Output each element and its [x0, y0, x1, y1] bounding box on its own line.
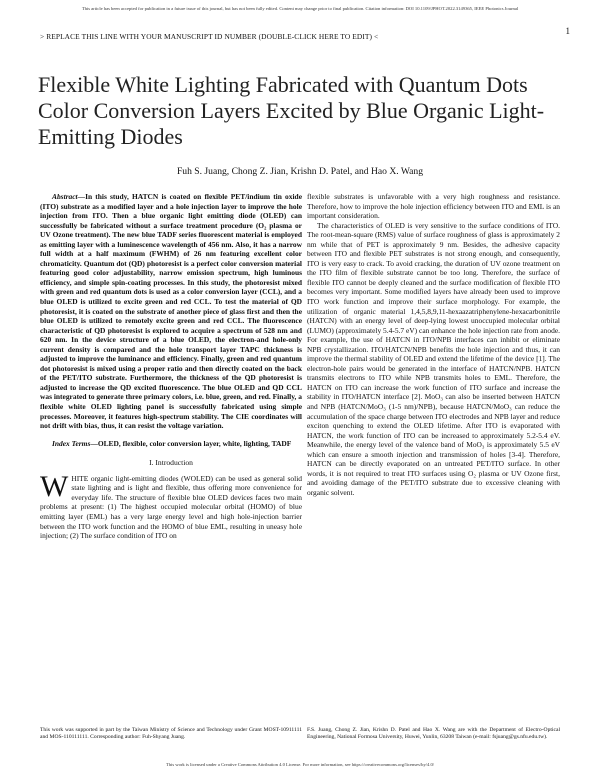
paper-title: Flexible White Lighting Fabricated with Quantum Dots Color Conversion Layers Excited by Blue Organic Light-Emitting Diodes [38, 72, 545, 149]
funding-footnote: This work was supported in part by the Taiwan Ministry of Science and Technology under Grant MOST-10911111 and MOS-110111111. Corresponding author: Fuh-Shyang Juang. [40, 727, 302, 740]
abstract-text: —In this study, HATCN is coated on flexible PET/indium tin oxide (ITO) substrate as a modified layer and a hole injection layer to improve the hole injection from ITO. Then a blue organic light emitting diode (OLED) can successfully be fabricated without a surface treatment procedure (O₂ plasma or UV Ozone treatment). The new blue TADF series fluorescent material is employed as emitting layer with a luminescence wavelength of 456 nm. Also, it has a narrow full width at a half maximum (FWHM) of 26 nm featuring excellent color chromaticity. Quantum dot (QD) photoresist is a perfect color conversion material featuring good color adjustability, narrow emission spectrum, high luminous efficiency, and simple spin-coating processes. In this study, the photoresist mixed with green and red quantum dots is used as a color conversion layer (CCL), and a blue OLED is utilized to excite green and red CCL. To test the material of QD photoresist, it is coated on the substrate of another piece of glass first and then the blue OLED is utilized to remotely excite green and red CCL. The fluorescence characteristic of QD photoresist is explored to acquire a spectrum of 528 nm and 620 nm. In the device structure of a blue OLED, the electron-and hole-only current density is compared and the hole transport layer TAPC thickness is adjusted to improve the luminance and efficiency. Finally, green and red quantum dot photoresist is mixed using a proper ratio and then directly coated on the back of the PET/ITO substrate. Furthermore, the thickness of the QD photoresist is adjusted to increase the QD excited fluorescence. The blue OLED and QD CCL was integrated to generate three primary colors, i.e. blue, green, and red. Finally, a flexible white OLED lighting panel is successfully fabricated using simple processes. Moreover, it features high-spectrum stability. The CIE coordinates will not drift with bias, thus, it can resist the voltage variation. [40, 192, 302, 431]
right-paragraph-2: The characteristics of OLED is very sensitive to the surface conditions of ITO. The root-mean-square (RMS) value of surface roughness of glass is approximately 2 nm while that of PET is approximately 9 nm. Besides, the adhesive capacity between ITO and flexible PET substrates is not strong enough, and consequently, ITO is very easy to crack. To avoid cracking, the duration of UV ozone treatment on the ITO film of flexible substrate cannot be too long. Therefore, the surface of flexible ITO cannot be deeply cleaned and the surface modification of flexible ITO becomes very important. Some modified layers have already been used to improve ITO work function and improve their surface morphology. For example, the utilization of organic material 1,4,5,8,9,11-hexaazatriphenylene-hexacarbonitrile (HATCN) with an energy level of deep-lying lowest unoccupied molecular orbital (LUMO) (approximately 5.4-5.7 eV) can enhance the hole injection rate from anode. For example, the use of HATCN in ITO/NPB interfaces can inhibit or eliminate NPB crystallization. ITO/HATCN/NPB benefits the hole injection and thus, it can improve the thermal stability of OLED and extend the lifetime of the device [1]. The electron-hole pairs would be generated in the interface of HATCN/NPB. HATCN transmits electrons to ITO while NPB transmits holes to EML. Therefore, the HATCN on ITO can increase the work function of ITO surface and increase the stability in ITO/HATCN interface [2]. MoO₃ can also be inserted between HATCN and NPB (HATCN/MoO₃ (1-5 nm)/NPB), because HATCN/MoO₃ can reduce the accumulation of the space charge between ITO electrodes and NPB layer and reduce exciton quenching to extend the OLED lifetime. After ITO is evaporated with HATCN, the work function of ITO can be increased to approximately 5.2-5.4 eV. Meanwhile, the energy level of the valence band of MoO₃ is approximately 5.5 eV which can ensure a smooth injection and transmission of holes [3-4]. Therefore, HATCN can be directly evaporated on an untreated PET/ITO surface. In other words, it is not required to treat ITO surfaces using O₂ plasma or UV Ozone first, and avoiding damage of the PET/ITO substrate due to excessive cleaning with organic solvent. [307, 220, 560, 497]
abstract-label: Abstract [52, 192, 78, 201]
index-terms [40, 439, 302, 449]
right-paragraph-1: flexible substrates is unfavorable with a very high roughness and resistance. Therefore, how to improve the hole injection efficiency between ITO and EML is an important consideration. [307, 192, 560, 221]
introduction-text: HITE organic light-emitting diodes (WOLED) can be used as general solid state lighting and is light and flexible, thus offering more convenience for everyday life. The structure of flexible blue OLED devices faces two main problems at present: (1) The highest occupied molecular orbital (HOMO) of blue emitting layer (EML) has a very large energy level and high hole-injection barrier between the ITO work function and the HOMO of blue EML, resulting in uneasy hole injection; (2) The surface condition of ITO on [40, 473, 302, 541]
license-notice: This work is licensed under a Creative Commons Attribution 4.0 License. For more information, see https://creativecommons.org/licenses/by/4.0/ [165, 762, 435, 767]
drop-cap: W [40, 469, 69, 503]
publication-notice: This article has been accepted for publication in a future issue of this journal, but has not been fully edited. Content may change prior to final publication. Citation information: DOI 10.1109/JPHOT.2022.3149365, IEEE Photonics Journal [81, 6, 519, 11]
right-column [307, 192, 560, 498]
abstract [40, 192, 302, 431]
author-list: Fuh S. Juang, Chong Z. Jian, Krishn D. Patel, and Hao X. Wang [176, 166, 424, 177]
section-heading-introduction: I. Introduction [149, 458, 193, 468]
introduction-paragraph [40, 469, 302, 541]
manuscript-id-placeholder[interactable]: > REPLACE THIS LINE WITH YOUR MANUSCRIPT ID NUMBER (DOUBLE-CLICK HERE TO EDIT) < [40, 32, 379, 41]
index-terms-label: Index Terms [52, 438, 91, 448]
affiliation-footnote: F.S. Juang, Chong Z. Jian, Krishn D. Patel and Hao X. Wang are with the Department of Electro-Optical Engineering, National Formosa University, Huwei, Yunlin, 63208 Taiwan (e-mail: fsjuang@gs.nfu.edu.tw). [307, 727, 560, 740]
page-number: 1 [565, 26, 570, 36]
index-terms-text: —OLED, flexible, color conversion layer, white, lighting, TADF [90, 438, 292, 448]
left-column [40, 192, 302, 541]
